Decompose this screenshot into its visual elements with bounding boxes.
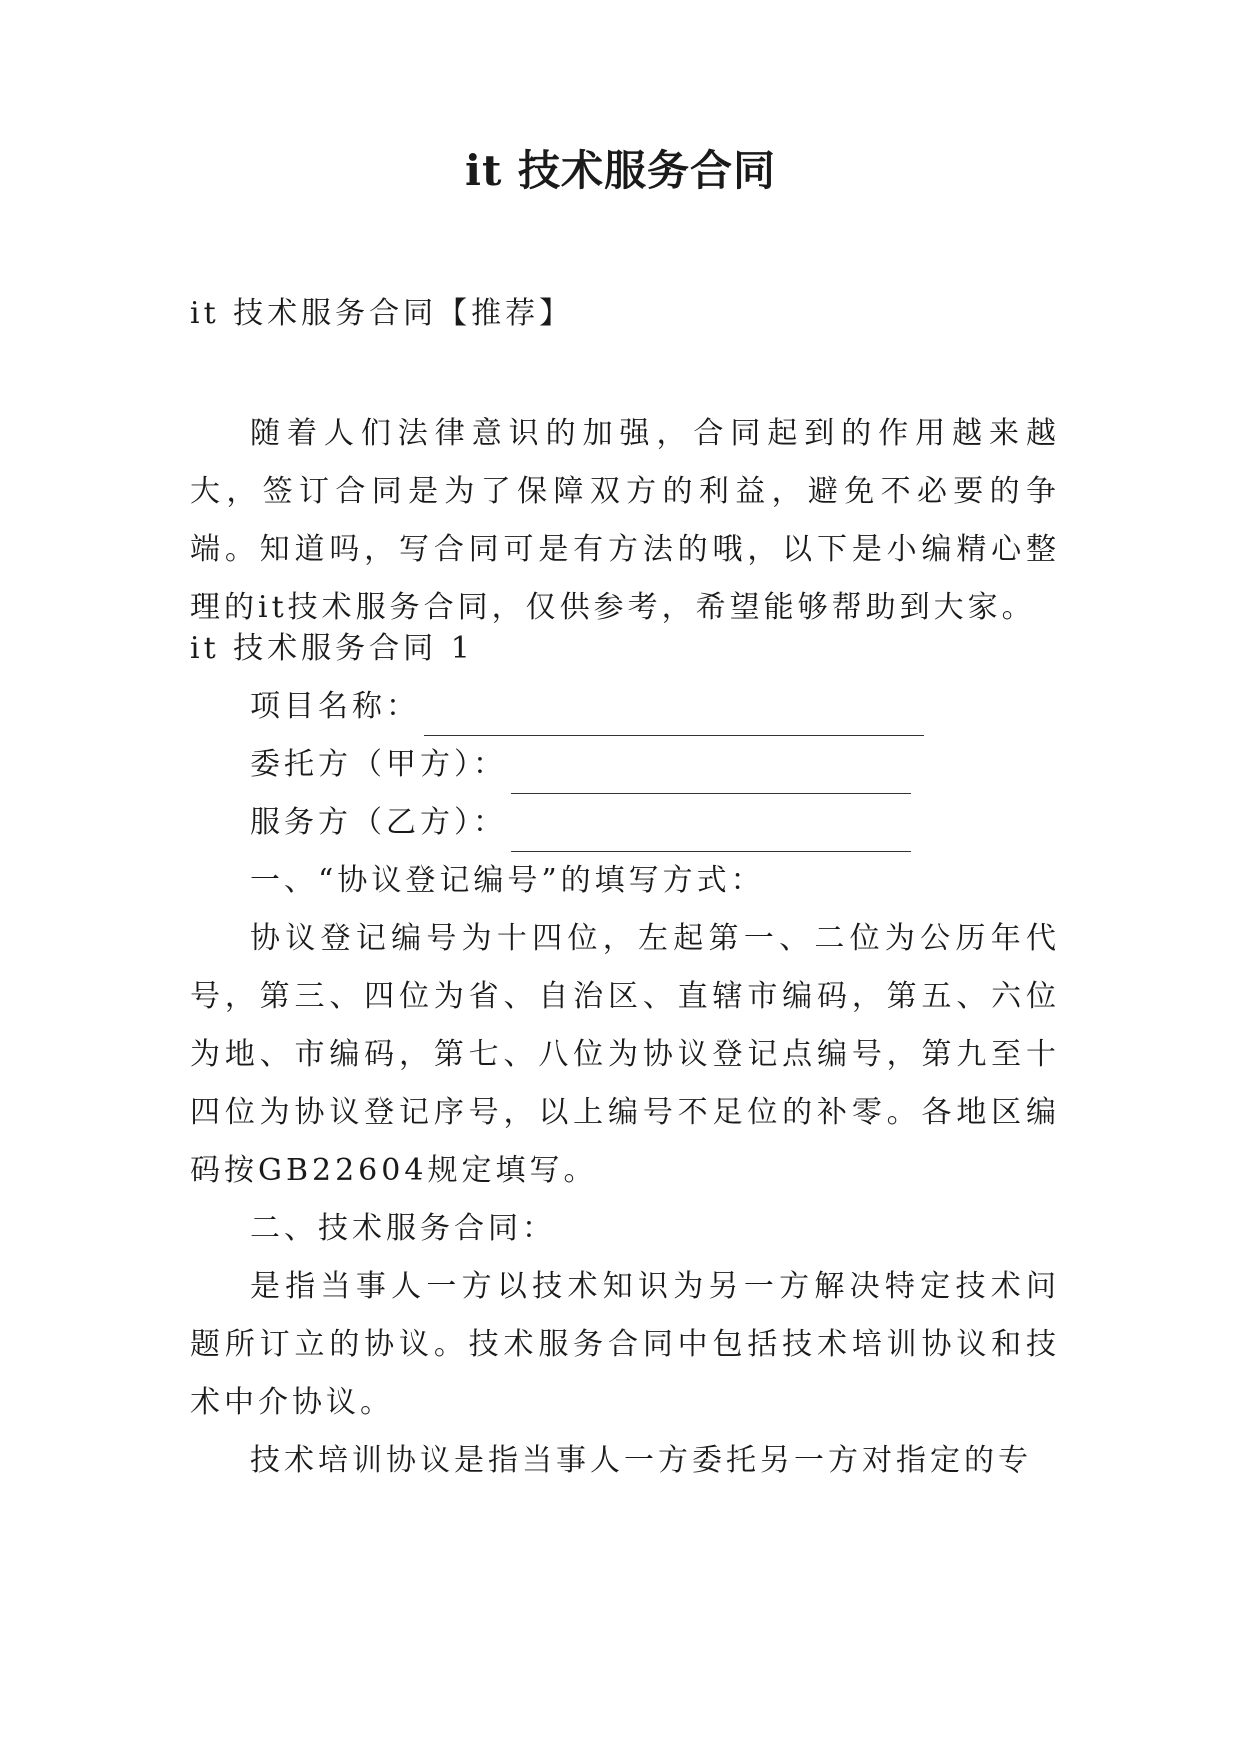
document-title: it 技术服务合同 — [465, 146, 776, 195]
clause2-body: 是指当事人一方以技术知识为另一方解决特定技术问题所订立的协议。技术服务合同中包括技术培训协议和技术中介协议。 — [190, 1269, 1060, 1420]
party-b-field — [190, 794, 1060, 852]
party-a-label: 委托方（甲方）： — [250, 747, 507, 782]
clause3-body: 技术培训协议是指当事人一方委托另一方对指定的专 — [250, 1443, 1032, 1478]
clause1-body: 协议登记编号为十四位，左起第一、二位为公历年代号，第三、四位为省、自治区、直辖市编码，第五、六位为地、市编码，第七、八位为协议登记点编号，第九至十四位为协议登记序号，以上编号不足位的补零。各地区编码按GB22604规定填写。 — [190, 921, 1060, 1188]
contract-section — [190, 620, 1060, 1490]
document-subtitle — [190, 285, 1060, 343]
project-name-blank[interactable] — [424, 695, 924, 736]
clause2-heading: 二、技术服务合同： — [250, 1211, 556, 1246]
section-heading: it 技术服务合同 1 — [190, 631, 474, 666]
party-b-blank[interactable] — [511, 811, 911, 852]
intro-paragraph-block — [190, 405, 1060, 637]
subtitle-text: it 技术服务合同【推荐】 — [190, 296, 574, 331]
project-name-label: 项目名称： — [250, 689, 420, 724]
intro-paragraph: 随着人们法律意识的加强，合同起到的作用越来越大，签订合同是为了保障双方的利益，避免不必要的争端。知道吗，写合同可是有方法的哦，以下是小编精心整理的it技术服务合同，仅供参考，希望能够帮助到大家。 — [190, 416, 1060, 625]
party-b-label: 服务方（乙方）： — [250, 805, 507, 840]
clause1-heading: 一、“协议登记编号”的填写方式： — [250, 863, 765, 898]
party-a-field — [190, 736, 1060, 794]
party-a-blank[interactable] — [511, 753, 911, 794]
project-name-field — [190, 678, 1060, 736]
